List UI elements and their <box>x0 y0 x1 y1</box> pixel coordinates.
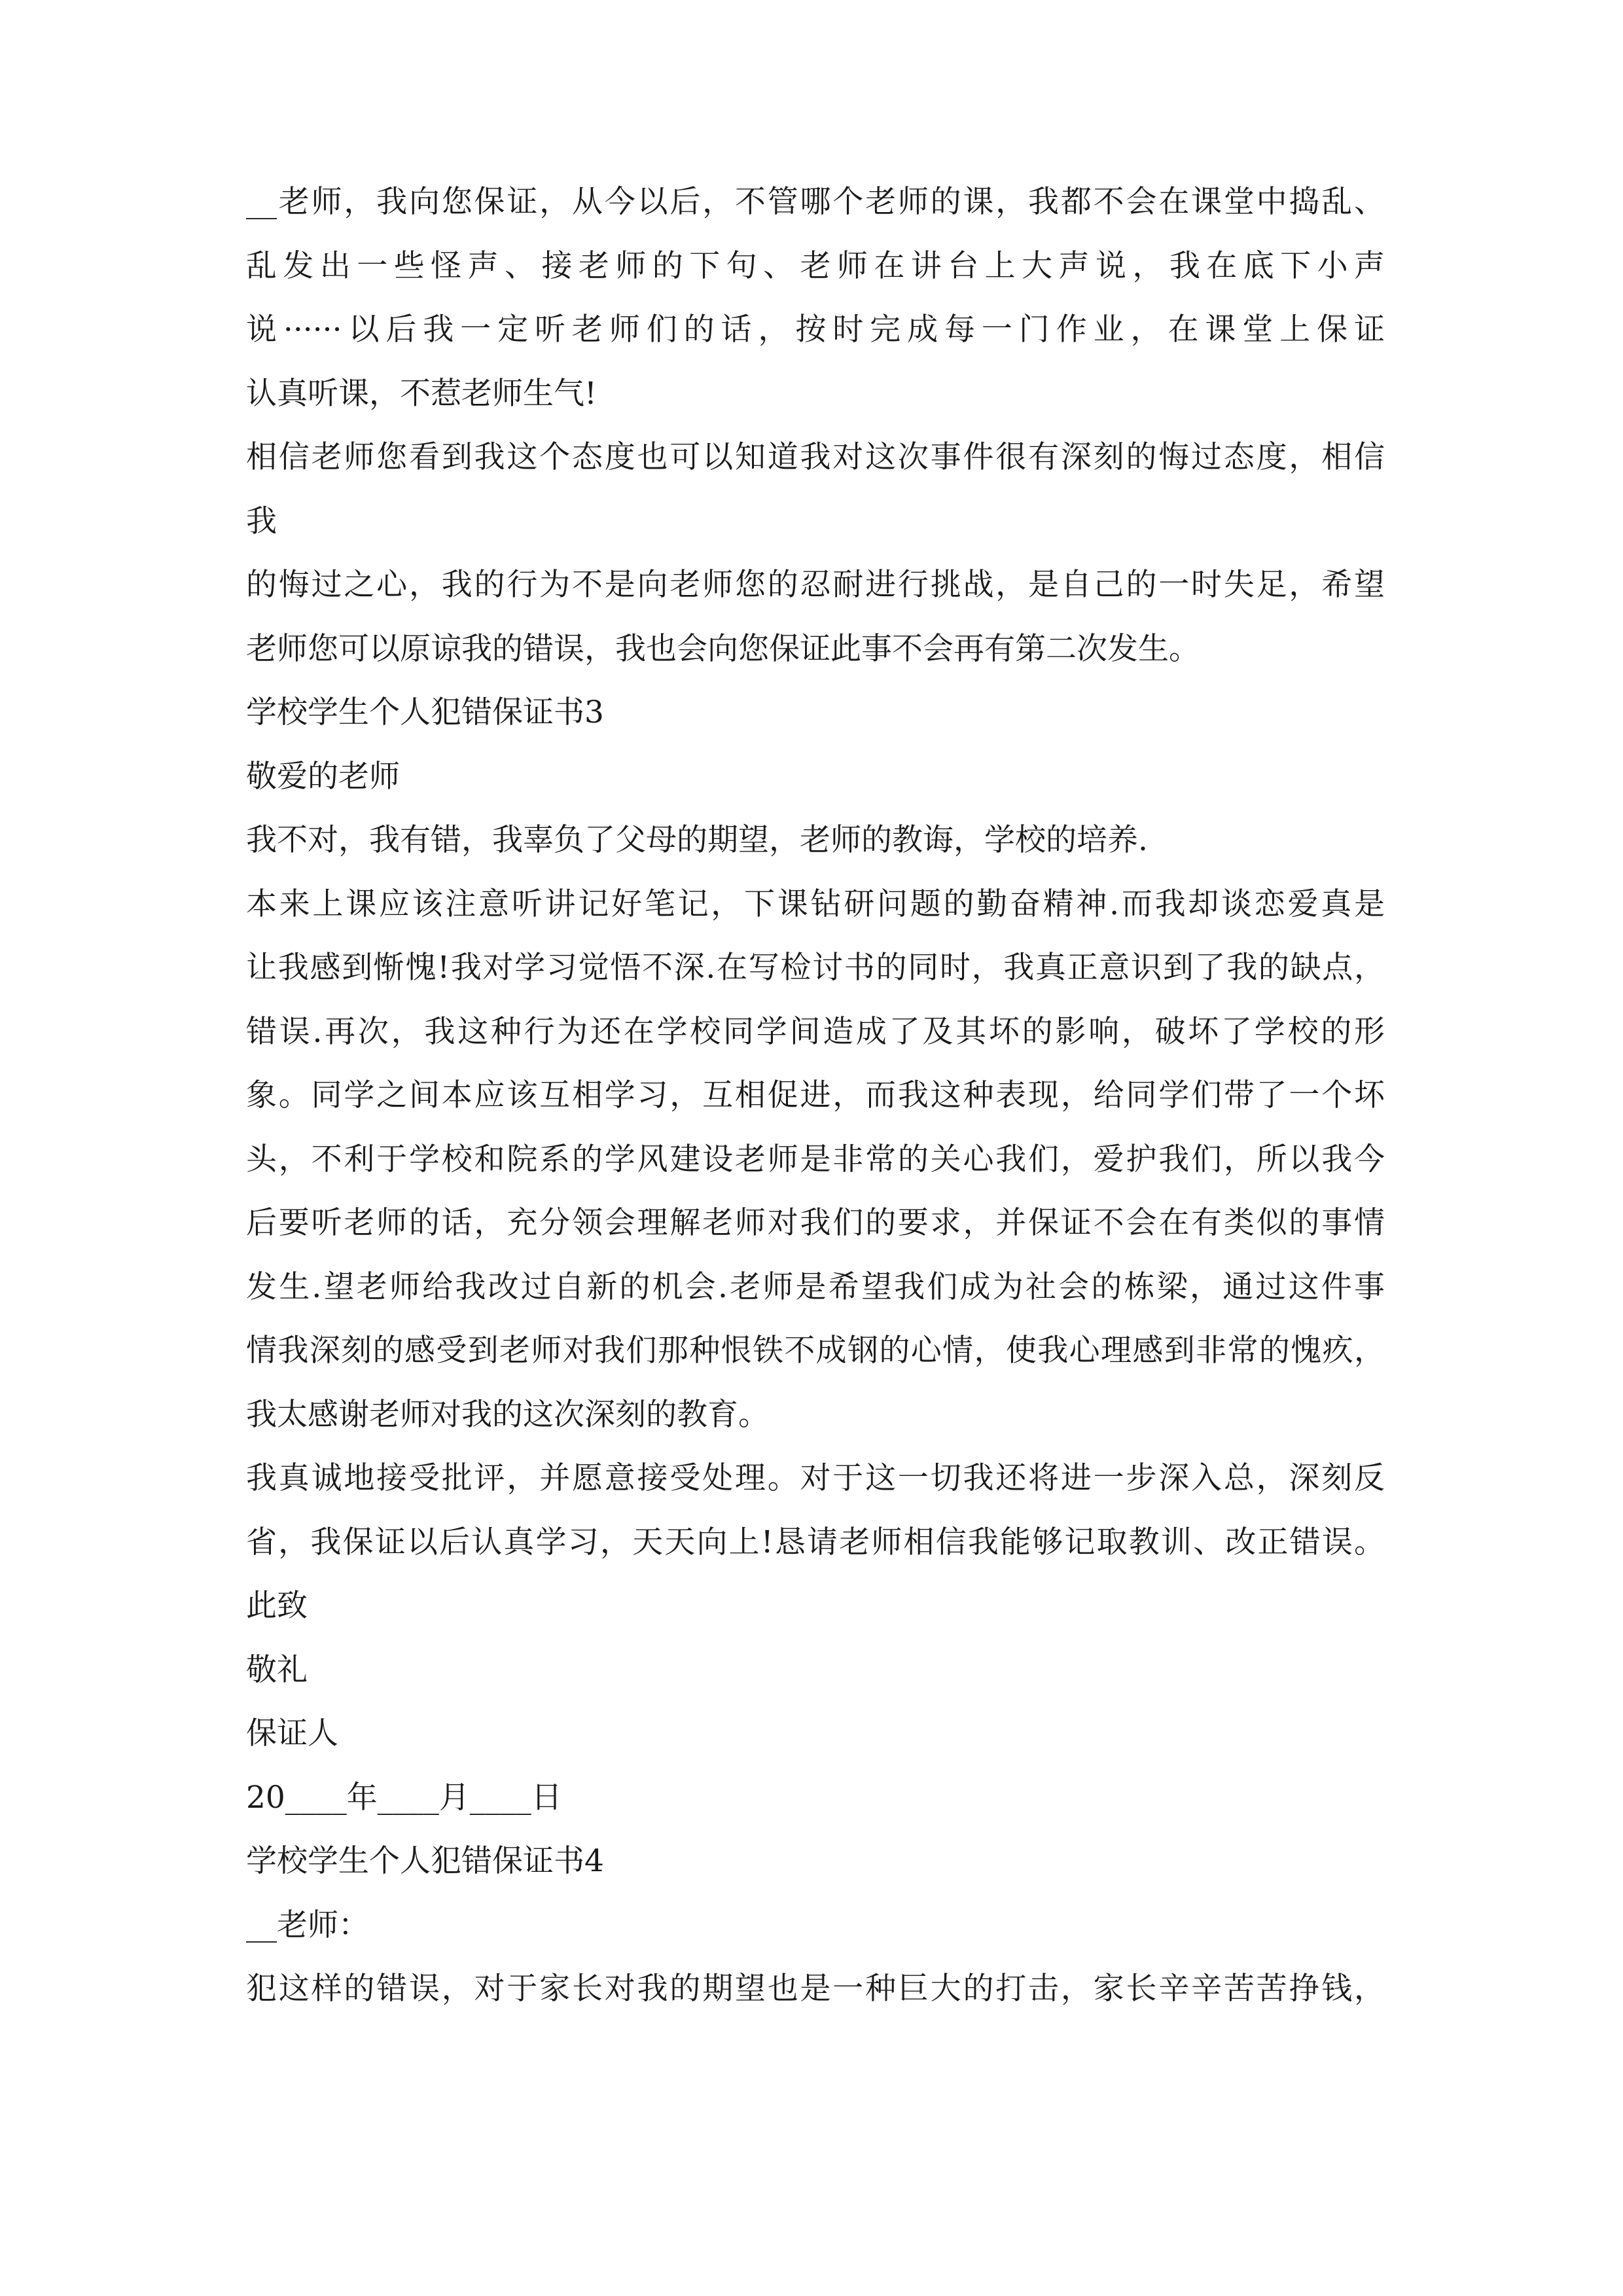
text-line: 错误.再次，我这种行为还在学校同学间造成了及其坏的影响，破坏了学校的形 <box>246 1013 1385 1050</box>
closing-line: 敬礼 <box>246 1651 308 1688</box>
text-line: 老师您可以原谅我的错误，我也会向您保证此事不会再有第二次发生。 <box>246 630 1200 667</box>
text-line: 后要听老师的话，充分领会理解老师对我们的要求，并保证不会在有类似的事情 <box>246 1205 1385 1241</box>
text-line: 犯这样的错误，对于家长对我的期望也是一种巨大的打击，家长辛辛苦苦挣钱， <box>246 1971 1385 2007</box>
text-line: 发生.望老师给我改过自新的机会.老师是希望我们成为社会的栋梁，通过这件事 <box>246 1268 1385 1305</box>
salutation: 敬爱的老师 <box>246 758 400 795</box>
signature-label: 保证人 <box>246 1715 338 1751</box>
text-line: 乱发出一些怪声、接老师的下句、老师在讲台上大声说，我在底下小声 <box>246 247 1385 284</box>
text-line: 相信老师您看到我这个态度也可以知道我对这次事件很有深刻的悔过态度，相信 <box>246 439 1385 475</box>
text-line: 我不对，我有错，我辜负了父母的期望，老师的教诲，学校的培养. <box>246 822 1148 858</box>
text-line: 认真听课，不惹老师生气! <box>246 375 597 412</box>
text-line: 我 <box>246 503 277 539</box>
section-heading: 学校学生个人犯错保证书3 <box>246 694 604 730</box>
section-heading: 学校学生个人犯错保证书4 <box>246 1843 604 1879</box>
text-line: 让我感到惭愧!我对学习觉悟不深.在写检讨书的同时，我真正意识到了我的缺点， <box>246 950 1385 986</box>
text-line: 说······以后我一定听老师们的话，按时完成每一门作业，在课堂上保证 <box>246 312 1385 348</box>
date-line: 20____年____月____日 <box>246 1779 562 1816</box>
text-line: 本来上课应该注意听讲记好笔记，下课钻研问题的勤奋精神.而我却谈恋爱真是 <box>246 886 1385 922</box>
document-body <box>246 170 1385 2021</box>
text-line: 我太感谢老师对我的这次深刻的教育。 <box>246 1396 769 1433</box>
text-line: 头，不利于学校和院系的学风建设老师是非常的关心我们，爱护我们，所以我今 <box>246 1141 1385 1177</box>
closing-line: 此致 <box>246 1588 308 1624</box>
salutation: __老师： <box>246 1907 369 1943</box>
text-line: __老师，我向您保证，从今以后，不管哪个老师的课，我都不会在课堂中捣乱、 <box>246 184 1385 220</box>
text-line: 省，我保证以后认真学习，天天向上!恳请老师相信我能够记取教训、改正错误。 <box>246 1524 1385 1560</box>
text-line: 我真诚地接受批评，并愿意接受处理。对于这一切我还将进一步深入总，深刻反 <box>246 1460 1385 1496</box>
text-line: 情我深刻的感受到老师对我们那种恨铁不成钢的心情，使我心理感到非常的愧疚， <box>246 1333 1385 1369</box>
text-line: 的悔过之心，我的行为不是向老师您的忍耐进行挑战，是自己的一时失足，希望 <box>246 567 1385 603</box>
text-line: 象。同学之间本应该互相学习，互相促进，而我这种表现，给同学们带了一个坏 <box>246 1077 1385 1113</box>
